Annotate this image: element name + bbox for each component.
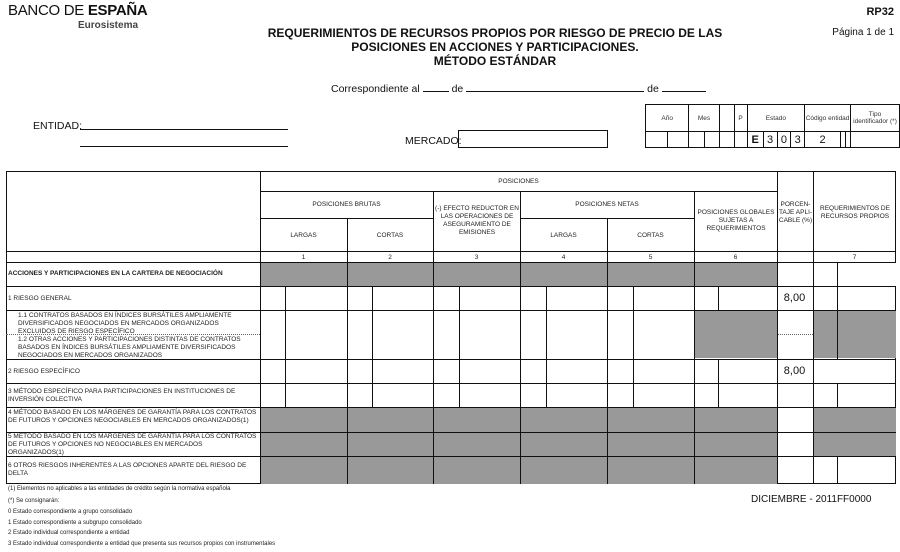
line-v-sub-3 <box>459 286 460 359</box>
tipo-cell[interactable] <box>851 132 900 148</box>
col-num-3: 3 <box>474 254 479 261</box>
identification-box <box>645 104 900 148</box>
line-v-sub-2 <box>372 286 373 359</box>
logo-text-bold: ESPAÑA <box>87 2 148 19</box>
line-h-r3 <box>6 407 896 408</box>
correspondiente-line <box>331 81 706 95</box>
page-indicator: Página 1 de 1 <box>832 27 894 38</box>
footnote-3: 0 Estado correspondiente a grupo consolidado <box>8 509 133 515</box>
row-margenes-negociables: 4 MÉTODO BASADO EN LOS MÁRGENES DE GARANTÍA PARA LOS CONTRATOS DE FUTUROS Y OPCIONES NEGOCIABLES EN MERCADOS ORGANIZADOS(1) <box>8 409 257 424</box>
dotted-r11-pct <box>777 334 813 335</box>
globales-header: POSICIONES GLOBALES SUJETAS A REQUERIMIENTOS <box>697 209 775 232</box>
row-riesgo-especifico: 2 RIESGO ESPECÍFICO <box>8 368 80 375</box>
line-v-sub-6 <box>718 286 719 310</box>
codigo-entidad-label: Código entidad <box>805 105 851 132</box>
p-label: P <box>734 105 747 132</box>
row-margenes-no-negociables: 5 MÉTODO BASADO EN LOS MÁRGENES DE GARANTÍA PARA LOS CONTRATOS DE FUTUROS Y OPCIONES NO NEGOCIABLES EN MERCADOS ORGANIZADOS(1) <box>8 433 257 456</box>
entidad-field-line-2[interactable] <box>80 146 288 147</box>
col-num-4: 4 <box>561 254 566 261</box>
tipo-identificador-label: Tipo identificador (*) <box>851 105 900 132</box>
brutas-cortas: CORTAS <box>376 232 404 239</box>
line-v-sub-2b <box>372 359 373 407</box>
col-num-5: 5 <box>648 254 653 261</box>
de-label-2: de <box>647 83 659 95</box>
gray-r6-main <box>260 456 777 484</box>
correspondiente-label: Correspondiente al <box>331 83 420 95</box>
footnote-4: 1 Estado correspondiente a subgrupo consolidado <box>8 520 142 526</box>
line-v-sub-5b <box>633 359 634 407</box>
col-num-1: 1 <box>301 254 306 261</box>
estado-cell-4: 3 <box>791 132 805 148</box>
line-v-sub-6b <box>718 359 719 407</box>
brutas-header: POSICIONES BRUTAS <box>312 201 381 208</box>
netas-largas: LARGAS <box>550 232 577 239</box>
line-v-sub-4 <box>546 286 547 359</box>
posiciones-header: POSICIONES <box>498 178 539 185</box>
estado-cell-3: 0 <box>777 132 791 148</box>
line-v-label <box>260 171 261 484</box>
anio-label: Año <box>646 105 689 132</box>
row-metodo-especifico: 3 MÉTODO ESPECÍFICO PARA PARTICIPACIONES EN INSTITUCIONES DE INVERSIÓN COLECTIVA <box>8 388 236 403</box>
pct-riesgo-especifico: 8,00 <box>783 365 806 377</box>
estado-cell-2: 3 <box>763 132 777 148</box>
col-num-7: 7 <box>852 254 857 261</box>
netas-header: POSICIONES NETAS <box>575 201 639 208</box>
form-code: RP32 <box>866 6 894 18</box>
line-v-sub-3b <box>459 359 460 407</box>
porcentaje-header: PORCEN-TAJE APLI-CABLE (%) <box>778 201 813 224</box>
line-v-sub-7b <box>837 383 838 407</box>
line-h-r1 <box>6 310 896 311</box>
anio-cell-2[interactable] <box>667 132 689 148</box>
line-v-sub-7c <box>837 456 838 484</box>
netas-cortas: CORTAS <box>637 232 664 239</box>
gray-r11-r12-globales <box>694 311 777 358</box>
mes-cell-1[interactable] <box>689 132 704 148</box>
pct-riesgo-general: 8,00 <box>783 292 806 304</box>
footnote-2: (*) Se consignarán: <box>8 498 60 504</box>
row-riesgo-general: 1 RIESGO GENERAL <box>8 295 72 302</box>
form-title <box>250 26 740 68</box>
requerimientos-header: REQUERIMIENTOS DE RECURSOS PROPIOS <box>820 205 890 220</box>
p-cell[interactable] <box>734 132 747 148</box>
row-1-1: 1.1 CONTRATOS BASADOS EN ÍNDICES BURSÁTILES AMPLIAMENTE DIVERSIFICADOS NEGOCIADOS EN MERCADOS ORGANIZADOS EXCLUIDOS DE RIESGO ESPECÍFICO <box>18 312 232 335</box>
gray-r11-r12-req <box>813 311 896 358</box>
line-v-sub-1b <box>285 359 286 407</box>
estado-cell-1: E <box>747 132 763 148</box>
line-v-sub-4b <box>546 359 547 407</box>
year-field[interactable] <box>662 81 706 92</box>
line-h-posiciones <box>260 191 777 192</box>
empty-label <box>719 105 734 132</box>
line-v-c5 <box>694 191 695 484</box>
col-num-2: 2 <box>388 254 392 261</box>
line-h-r0 <box>6 286 896 287</box>
day-field[interactable] <box>423 81 449 92</box>
anio-cell-1[interactable] <box>646 132 668 148</box>
line-h-r2 <box>6 383 896 384</box>
footnote-5: 2 Estado individual correspondiente a entidad <box>8 530 130 536</box>
title-line-3: MÉTODO ESTÁNDAR <box>433 54 557 68</box>
white-row-0-req <box>813 263 896 286</box>
footnote-6: 3 Estado individual correspondiente a entidad que presenta sus recursos propios con instrumentales <box>8 541 276 547</box>
logo-text: BANCO DE <box>8 2 88 19</box>
line-v-sub-5 <box>633 286 634 359</box>
line-v-sub-7 <box>837 262 838 359</box>
estado-label: Estado <box>747 105 805 132</box>
gray-row-0-main <box>260 263 777 286</box>
month-field[interactable] <box>466 81 644 92</box>
row-1-2: 1.2 OTRAS ACCIONES Y PARTICIPACIONES DISTINTAS DE CONTRATOS BASADOS EN ÍNDICES BURSÁTILES AMPLIAMENTE DIVERSIFICADOS NEGOCIADOS EN MERCADOS ORGANIZADOS <box>18 336 241 359</box>
line-h-colnums-top <box>6 251 896 252</box>
estado-cell-5: 2 <box>805 132 841 148</box>
mes-cell-2[interactable] <box>704 132 719 148</box>
extra-cell[interactable] <box>719 132 734 148</box>
mes-label: Mes <box>689 105 719 132</box>
entidad-field-line-1[interactable] <box>80 129 288 130</box>
mercado-field[interactable] <box>458 130 608 148</box>
entidad-label: ENTIDAD: <box>33 120 83 132</box>
title-line-1: REQUERIMIENTOS DE RECURSOS PROPIOS POR RIESGO DE PRECIO DE LAS <box>267 26 723 40</box>
banco-de-espana-logo <box>8 2 147 19</box>
line-v-sub-1 <box>285 286 286 359</box>
period-label: DICIEMBRE - 2011FF0000 <box>751 494 872 505</box>
col-num-6: 6 <box>733 254 738 261</box>
eurosistema-label: Eurosistema <box>78 20 139 31</box>
mercado-label: MERCADO: <box>405 135 462 147</box>
title-line-2: POSICIONES EN ACCIONES Y PARTICIPACIONES. <box>351 40 639 54</box>
line-h-colnums-bottom <box>6 262 896 263</box>
brutas-largas: LARGAS <box>290 232 317 239</box>
row-acciones-cartera: ACCIONES Y PARTICIPACIONES EN LA CARTERA DE NEGOCIACIÓN <box>8 270 223 277</box>
footnote-1: (1) Elementos no aplicables a las entidades de crédito según la normativa española <box>8 486 231 492</box>
efecto-header: (-) EFECTO REDUCTOR EN LAS OPERACIONES DE ASEGURAMIENTO DE EMISIONES <box>435 205 519 236</box>
de-label-1: de <box>451 83 464 95</box>
row-otros-riesgos: 6 OTROS RIESGOS INHERENTES A LAS OPCIONES APARTE DEL RIESGO DE DELTA <box>8 462 247 477</box>
